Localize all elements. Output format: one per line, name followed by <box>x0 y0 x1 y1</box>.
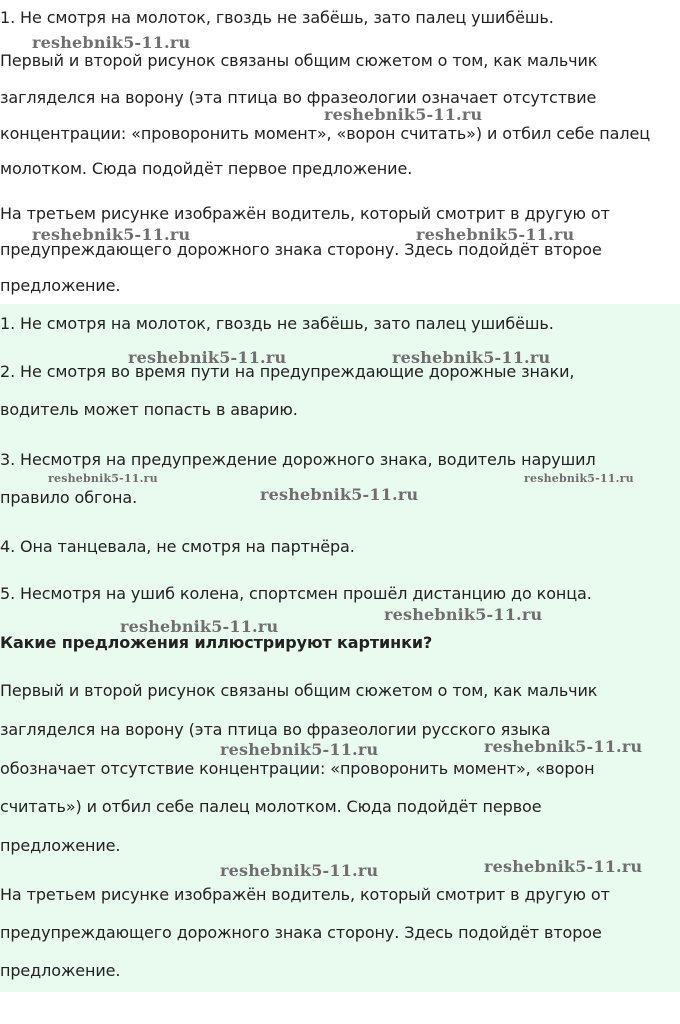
paragraph-line: Первый и второй рисунок связаны общим сюжетом о том, как мальчик <box>0 51 598 70</box>
paragraph-line: предложение. <box>0 276 121 295</box>
watermark-text: reshebnik5-11.ru <box>120 617 279 636</box>
answer-line: считать») и отбил себе палец молотком. Сюда подойдёт первое <box>0 797 542 816</box>
watermark-text: reshebnik5-11.ru <box>128 348 287 367</box>
watermark-text: reshebnik5-11.ru <box>384 605 543 624</box>
sentence-4: 4. Она танцевала, не смотря на партнёра. <box>0 537 355 556</box>
paragraph-line: предупреждающего дорожного знака сторону. Здесь подойдёт второе <box>0 240 602 259</box>
watermark-text: reshebnik5-11.ru <box>48 472 158 485</box>
paragraph-line: загляделся на ворону (эта птица во фразеологии означает отсутствие <box>0 88 597 107</box>
sentence-3: 3. Несмотря на предупреждение дорожного знака, водитель нарушил <box>0 450 596 469</box>
sentence-2: 2. Не смотря во время пути на предупреждающие дорожные знаки, <box>0 362 575 381</box>
watermark-text: reshebnik5-11.ru <box>32 225 191 244</box>
watermark-text: reshebnik5-11.ru <box>524 472 634 485</box>
watermark-text: reshebnik5-11.ru <box>220 861 379 880</box>
watermark-text: reshebnik5-11.ru <box>484 737 643 756</box>
watermark-text: reshebnik5-11.ru <box>416 225 575 244</box>
answer-line: На третьем рисунке изображён водитель, который смотрит в другую от <box>0 885 610 904</box>
sentence-3-continued: правило обгона. <box>0 488 138 507</box>
answer-line: предложение. <box>0 961 121 980</box>
watermark-text: reshebnik5-11.ru <box>324 105 483 124</box>
watermark-text: reshebnik5-11.ru <box>392 348 551 367</box>
sentence-1: 1. Не смотря на молоток, гвоздь не забёшь, зато палец ушибёшь. <box>0 314 554 333</box>
paragraph-line: концентрации: «проворонить момент», «ворон считать») и отбил себе палец <box>0 124 651 143</box>
answer-line: предложение. <box>0 836 121 855</box>
question-heading: Какие предложения иллюстрируют картинки? <box>0 633 433 652</box>
watermark-text: reshebnik5-11.ru <box>260 485 419 504</box>
answer-line: загляделся на ворону (эта птица во фразеологии русского языка <box>0 720 551 739</box>
paragraph-line: молотком. Сюда подойдёт первое предложение. <box>0 159 413 178</box>
answer-line: обозначает отсутствие концентрации: «проворонить момент», «ворон <box>0 759 595 778</box>
sentence-2-continued: водитель может попасть в аварию. <box>0 400 298 419</box>
answer-line: предупреждающего дорожного знака сторону. Здесь подойдёт второе <box>0 923 602 942</box>
watermark-text: reshebnik5-11.ru <box>484 857 643 876</box>
answer-line: Первый и второй рисунок связаны общим сюжетом о том, как мальчик <box>0 681 598 700</box>
paragraph-line: На третьем рисунке изображён водитель, который смотрит в другую от <box>0 204 610 223</box>
watermark-text: reshebnik5-11.ru <box>32 33 191 52</box>
sentence-5: 5. Несмотря на ушиб колена, спортсмен прошёл дистанцию до конца. <box>0 584 592 603</box>
sentence-line: 1. Не смотря на молоток, гвоздь не забёшь, зато палец ушибёшь. <box>0 8 554 27</box>
watermark-text: reshebnik5-11.ru <box>220 740 379 759</box>
